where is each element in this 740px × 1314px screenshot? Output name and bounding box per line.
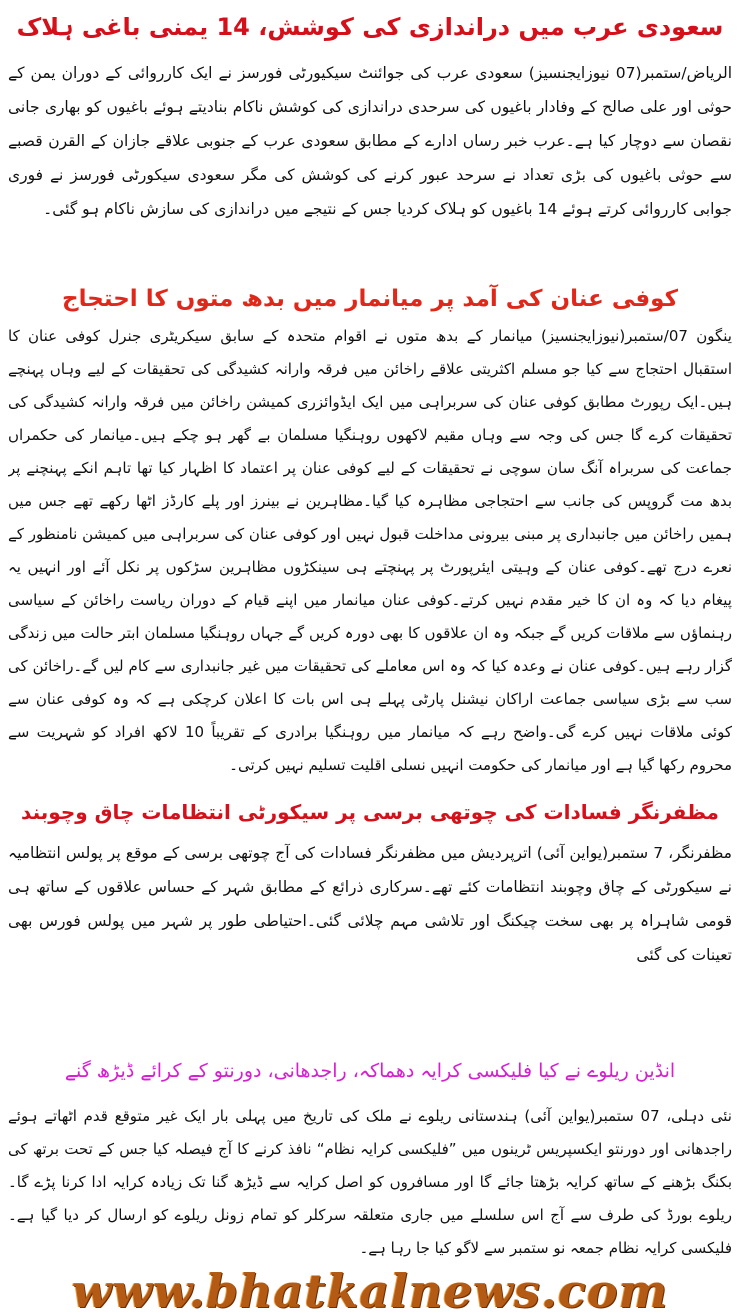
article-1-body: الریاض/ستمبر(07 نیوزایجنسیز) سعودی عرب کی جوائنٹ سیکیورٹی فورسز نے ایک کارروائی کے دوران یمن کے حوثی اور علی صالح کے وفادار باغیوں کی سرحدی دراندازی کی کوشش ناکام بنادیتے ہوئے باغیوں کو بھاری جانی نقصان سے دوچار کیا ہے۔عرب خبر رساں ادارے کے مطابق سعودی عرب کے جنوبی علاقے جازان کے القرن قصبے سے حوثی باغیوں کی بڑی تعداد نے سرحد عبور کرنے کی کوشش کی مگر سعودی سیکورٹی فورسز نے فوری جوابی کارروائی کرتے ہوئے 14 باغیوں کو ہلاک کردیا جس کے نتیجے میں دراندازی کی سازش ناکام ہو گئی۔ — [8, 64, 732, 218]
article-2-headline: کوفی عنان کی آمد پر میانمار میں بدھ متوں کا احتجاج — [62, 286, 678, 312]
article-3-body: مظفرنگر، 7 ستمبر(یواین آئی) اترپردیش میں مظفرنگر فسادات کی آج چوتھی برسی کے موقع پر پولس انتظامیہ نے سیکورٹی کے چاق وچوبند انتظامات کئے تھے۔سرکاری ذرائع کے مطابق شہر کے حساس علاقوں کے ساتھ ہی قومی شاہراہ پر بھی سخت چیکنگ اور تلاشی مہم چلائی گئی۔احتیاطی طور پر شہر میں پولس فورس بھی تعینات کی گئی — [8, 844, 732, 964]
site-logo-watermark: www.bhatkalnews.com — [71, 1268, 669, 1314]
article-3-headline: مظفرنگر فسادات کی چوتھی برسی پر سیکورٹی انتظامات چاق وچوبند — [21, 800, 719, 824]
article-2-body: ینگون 07/ستمبر(نیوزایجنسیز) میانمار کے بدھ متوں نے اقوام متحدہ کے سابق سیکریٹری جنرل کوفی عنان کا استقبال احتجاج سے کیا جو مسلم اکثریتی علاقے راخائن میں فرقہ وارانہ کشیدگی کی تحقیقات کے لیے وہاں پہنچے ہیں۔ایک رپورٹ مطابق کوفی عنان کی سربراہی میں ایک ایڈوائزری کمیشن راخائن میں فرقہ وارانہ کشیدگی کی تحقیقات کرے گا جس کی وجہ سے وہاں مقیم لاکھوں روہنگیا مسلمان بے گھر ہو چکے ہیں۔میانمار کی حکمراں جماعت کی سربراہ آنگ سان سوچی نے تحقیقات کے لیے کوفی عنان پر اعتماد کا اظہار کیا تھا تاہم انکے پہنچنے پر بدھ مت گروپس کی جانب سے احتجاجی مظاہرہ کیا گیا۔مظاہرین نے بینرز اور پلے کارڈز اٹھا رکھے تھے جس میں ہمیں راخائن میں جانبداری پر مبنی بیرونی مداخلت قبول نہیں اور کوفی عنان کی سربراہی میں کمیشن نامنظور کے نعرے درج تھے۔کوفی عنان کے وہیتی ایئرپورٹ پر پہنچتے ہی سینکڑوں مظاہرین سڑکوں پر نکل آئے اور انہیں یہ پیغام دیا کہ وہ ان کا خیر مقدم نہیں کرتے۔کوفی عنان میانمار میں اپنے قیام کے دوران ریاست راخائن کے سیاسی رہنماؤں سے ملاقات کریں گے جبکہ وہ ان علاقوں کا بھی دورہ کریں گے جہاں روہنگیا مسلمان ابتر حالت میں زندگی گزار رہے ہیں۔کوفی عنان نے وعدہ کیا کہ وہ اس معاملے کی تحقیقات میں غیر جانبداری سے کام لیں گے۔راخائن کی سب سے بڑی سیاسی جماعت اراکان نیشنل پارٹی پہلے ہی اس بات کا اعلان کرچکی ہے کہ وہ کوفی عنان سے کوئی ملاقات نہیں کرے گی۔واضح رہے کہ میانمار میں روہنگیا برادری کے تقریباً 10 لاکھ افراد کو شہریت سے محروم رکھا گیا ہے اور میانمار کی حکومت انہیں نسلی اقلیت تسلیم نہیں کرتی۔ — [8, 327, 732, 774]
article-1-headline: سعودی عرب میں دراندازی کی کوشش، 14 یمنی باغی ہلاک — [16, 13, 724, 41]
article-4-body: نئی دہلی، 07 ستمبر(یواین آئی) ہندستانی ریلوے نے ملک کی تاریخ میں پہلی بار ایک غیر متوقع قدم اٹھاتے ہوئے راجدھانی اور دورنتو ایکسپریس ٹرینوں میں ”فلیکسی کرایہ نظام“ نافذ کرنے کا آج فیصلہ کیا جس کے تحت برتھ کی بکنگ بڑھنے کے ساتھ کرایہ بڑھتا جائے گا اور مسافروں کو اصل کرایہ سے ڈیڑھ گنا تک زیادہ کرایہ ادا کرنا پڑے گا۔ریلوے بورڈ کی طرف سے آج اس سلسلے میں جاری متعلقہ سرکلر کو تمام زونل ریلوے کو ارسال کر دیا گیا ہے۔فلیکسی کرایہ نظام جمعہ نو ستمبر سے لاگو کیا جا رہا ہے۔ — [8, 1107, 732, 1257]
article-4-headline: انڈین ریلوے نے کیا فلیکسی کرایہ دھماکہ، راجدھانی، دورنتو کے کرائے ڈیڑھ گنے — [64, 1060, 676, 1082]
